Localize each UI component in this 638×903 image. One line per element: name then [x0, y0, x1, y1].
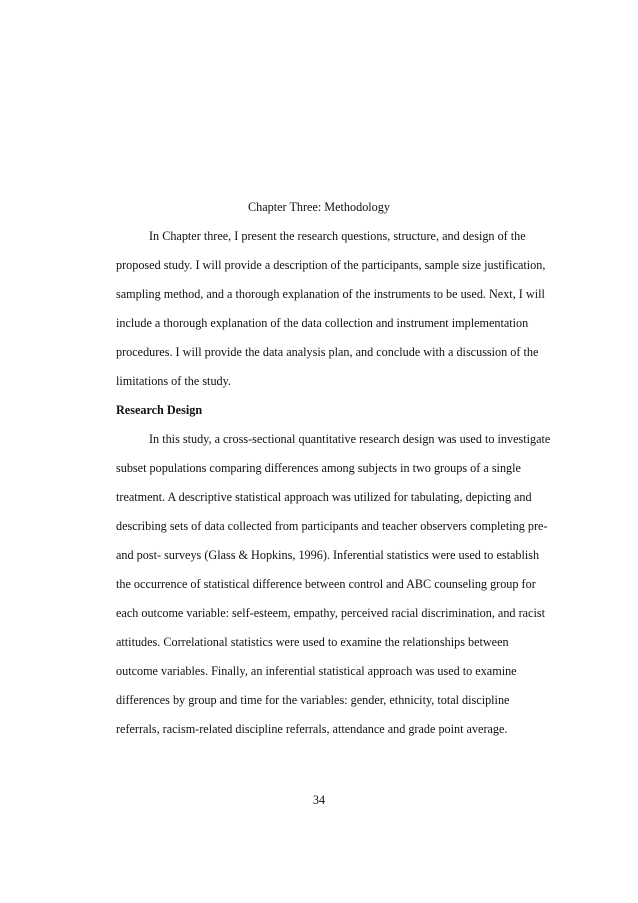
- section-heading: Research Design: [116, 403, 203, 417]
- intro-line: limitations of the study.: [116, 374, 231, 388]
- intro-line: procedures. I will provide the data analysis plan, and conclude with a discussion of the: [116, 345, 539, 359]
- intro-line: In Chapter three, I present the research questions, structure, and design of the: [149, 229, 526, 243]
- design-line: each outcome variable: self-esteem, empathy, perceived racial discrimination, and racist: [116, 606, 545, 620]
- design-line: treatment. A descriptive statistical approach was utilized for tabulating, depicting and: [116, 490, 532, 504]
- design-line: In this study, a cross-sectional quantitative research design was used to investigate: [149, 432, 551, 446]
- design-line: the occurrence of statistical difference between control and ABC counseling group for: [116, 577, 536, 591]
- design-line: outcome variables. Finally, an inferential statistical approach was used to examine: [116, 664, 517, 678]
- design-line: describing sets of data collected from participants and teacher observers completing pre-: [116, 519, 548, 533]
- design-paragraph: [116, 425, 570, 744]
- intro-line: proposed study. I will provide a description of the participants, sample size justification,: [116, 258, 546, 272]
- intro-paragraph: [116, 222, 570, 425]
- design-line: referrals, racism-related discipline referrals, attendance and grade point average.: [116, 722, 508, 736]
- intro-line: include a thorough explanation of the data collection and instrument implementation: [116, 316, 529, 330]
- intro-line: sampling method, and a thorough explanation of the instruments to be used. Next, I will: [116, 287, 545, 301]
- design-line: and post- surveys (Glass & Hopkins, 1996). Inferential statistics were used to establish: [116, 548, 540, 562]
- design-line: attitudes. Correlational statistics were used to examine the relationships between: [116, 635, 509, 649]
- design-line: subset populations comparing differences among subjects in two groups of a single: [116, 461, 521, 475]
- design-line: differences by group and time for the variables: gender, ethnicity, total discipline: [116, 693, 510, 707]
- page-number: 34: [312, 793, 326, 807]
- chapter-title: Chapter Three: Methodology: [248, 200, 390, 214]
